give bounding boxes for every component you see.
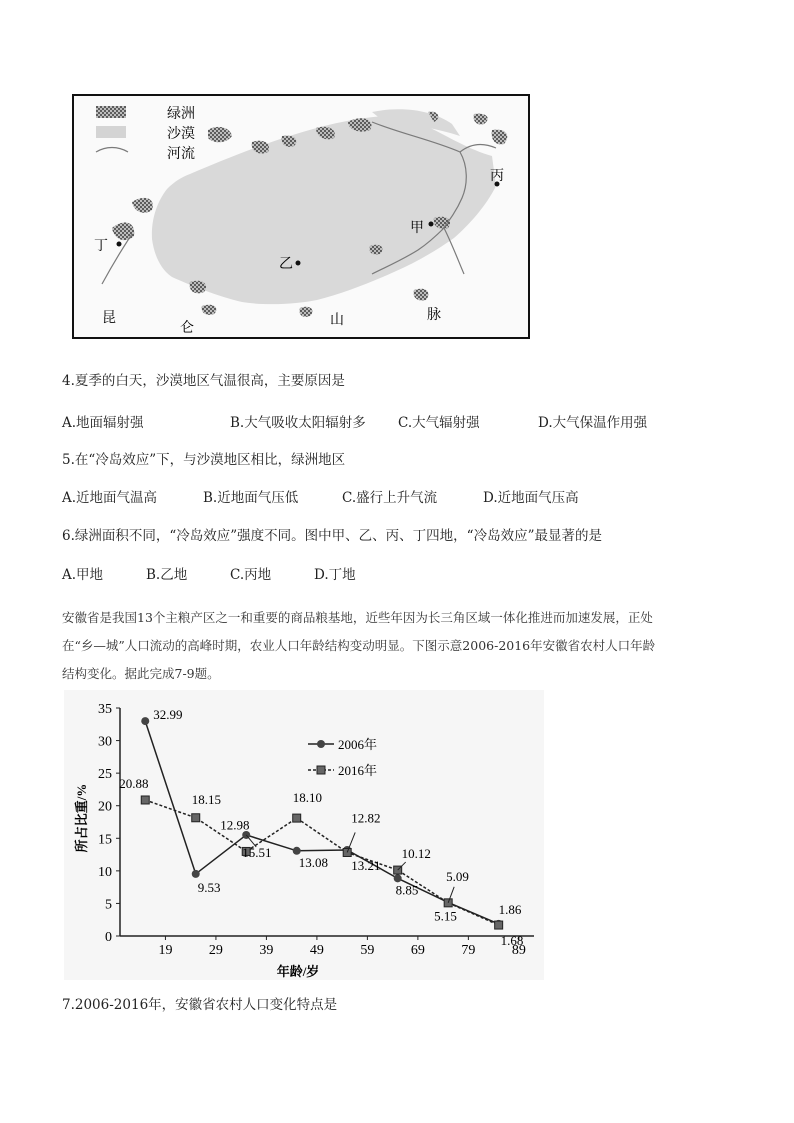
data-label-2016-3: 18.10: [292, 790, 322, 806]
x-tick-label: 69: [410, 943, 425, 958]
data-label-2016-4: 12.82: [351, 810, 381, 826]
mountain-char-3: 山: [330, 313, 344, 328]
data-label-2006-1: 9.53: [197, 879, 221, 895]
legend-desert-label: 沙漠: [167, 127, 195, 142]
intro-line-3: 结构变化。据此完成7-9题。: [62, 666, 220, 681]
q5-option-a[interactable]: A.近地面气温高: [62, 490, 158, 506]
svg-text:乙: 乙: [279, 257, 293, 272]
data-label-2006-2: 15.51: [242, 844, 272, 860]
legend-oasis-label: 绿洲: [167, 107, 195, 122]
x-tick-label: 29: [208, 943, 223, 958]
x-tick-label: 89: [511, 943, 526, 958]
question-5-stem: 5.在“冷岛效应”下，与沙漠地区相比，绿洲地区: [62, 452, 346, 468]
svg-text:丁: 丁: [94, 239, 108, 254]
q4-option-c[interactable]: C.大气辐射强: [398, 415, 480, 431]
y-tick-label: 0: [105, 930, 112, 945]
data-label-2016-5: 10.12: [401, 846, 431, 862]
point-2016-7: [495, 921, 503, 929]
point-2006-1: [192, 870, 200, 878]
svg-text:丙: 丙: [490, 169, 504, 184]
x-tick-label: 79: [461, 943, 476, 958]
legend-river-label: 河流: [167, 147, 195, 162]
data-label-2006-7: 1.86: [498, 901, 522, 917]
x-tick-label: 59: [360, 943, 375, 958]
point-2016-4: [343, 848, 351, 856]
point-2006-5: [394, 874, 402, 882]
y-tick-label: 15: [98, 832, 112, 848]
point-2016-3: [293, 814, 301, 822]
question-4-stem: 4.夏季的白天，沙漠地区气温很高，主要原因是: [62, 373, 345, 389]
legend-desert-swatch: [96, 126, 126, 138]
data-label-2016-2: 12.98: [220, 817, 250, 833]
data-label-2006-0: 32.99: [153, 707, 183, 723]
q4-option-d[interactable]: D.大气保温作用强: [538, 415, 648, 431]
question-6-stem: 6.绿洲面积不同，“冷岛效应”强度不同。图中甲、乙、丙、丁四地，“冷岛效应”最显著的是: [62, 528, 602, 544]
legend-2016: 2016年: [338, 763, 378, 778]
mountain-char-2: 仑: [180, 321, 194, 336]
data-label-2006-3: 13.08: [298, 854, 328, 870]
question-7-stem: 7.2006-2016年，安徽省农村人口变化特点是: [62, 997, 338, 1013]
intro-line-2: 在“乡—城”人口流动的高峰时期，农业人口年龄结构变动明显。下图示意2006-2016年安徽省农村人口年龄: [62, 638, 656, 653]
y-tick-label: 10: [98, 864, 112, 880]
intro-line-1: 安徽省是我国13个主粮产区之一和重要的商品粮基地，近些年因为长三角区域一体化推进而加速发展，正处: [62, 610, 653, 625]
oasis-desert-map: [72, 94, 530, 352]
data-label-2016-0: 20.88: [119, 775, 149, 791]
q6-option-c[interactable]: C.丙地: [230, 567, 272, 583]
y-tick-label: 30: [98, 734, 112, 750]
x-tick-label: 49: [309, 943, 324, 958]
mountain-char-1: 昆: [102, 311, 116, 326]
population-age-chart: [64, 690, 544, 980]
x-tick-label: 19: [158, 943, 173, 958]
y-tick-label: 35: [98, 702, 112, 717]
svg-text:甲: 甲: [410, 221, 424, 236]
point-2006-3: [293, 847, 301, 855]
legend-2006: 2006年: [338, 737, 378, 752]
legend-oasis-swatch: [96, 106, 126, 118]
intro-paragraph: [62, 604, 742, 688]
q6-option-b[interactable]: B.乙地: [146, 567, 188, 583]
place-bing: [490, 168, 504, 187]
q4-option-b[interactable]: B.大气吸收太阳辐射多: [230, 415, 366, 431]
data-label-2006-6: 5.15: [434, 908, 457, 924]
y-tick-label: 5: [105, 897, 112, 913]
data-label-2016-1: 18.15: [191, 791, 221, 807]
point-2016-0: [141, 796, 149, 804]
data-label-2006-4: 13.21: [351, 857, 381, 873]
y-tick-label: 20: [98, 799, 112, 815]
q6-option-a[interactable]: A.甲地: [62, 567, 104, 583]
q6-option-d[interactable]: D.丁地: [314, 567, 356, 583]
q5-option-d[interactable]: D.近地面气压高: [483, 490, 579, 506]
mountain-char-4: 脉: [427, 308, 441, 323]
q4-option-a[interactable]: A.地面辐射强: [62, 415, 144, 431]
data-label-2016-6: 5.09: [446, 868, 469, 884]
point-2016-1: [192, 814, 200, 822]
q5-option-c[interactable]: C.盛行上升气流: [342, 490, 438, 506]
q5-option-b[interactable]: B.近地面气压低: [203, 490, 299, 506]
chart-xlabel: 年龄/岁: [276, 964, 320, 979]
data-label-2006-5: 8.85: [395, 882, 419, 898]
data-label-2016-7: 1.68: [500, 933, 524, 949]
point-2006-0: [141, 717, 149, 725]
y-tick-label: 25: [98, 767, 112, 783]
chart-ylabel: 所占比重/%: [74, 783, 89, 853]
x-tick-label: 39: [259, 943, 274, 958]
